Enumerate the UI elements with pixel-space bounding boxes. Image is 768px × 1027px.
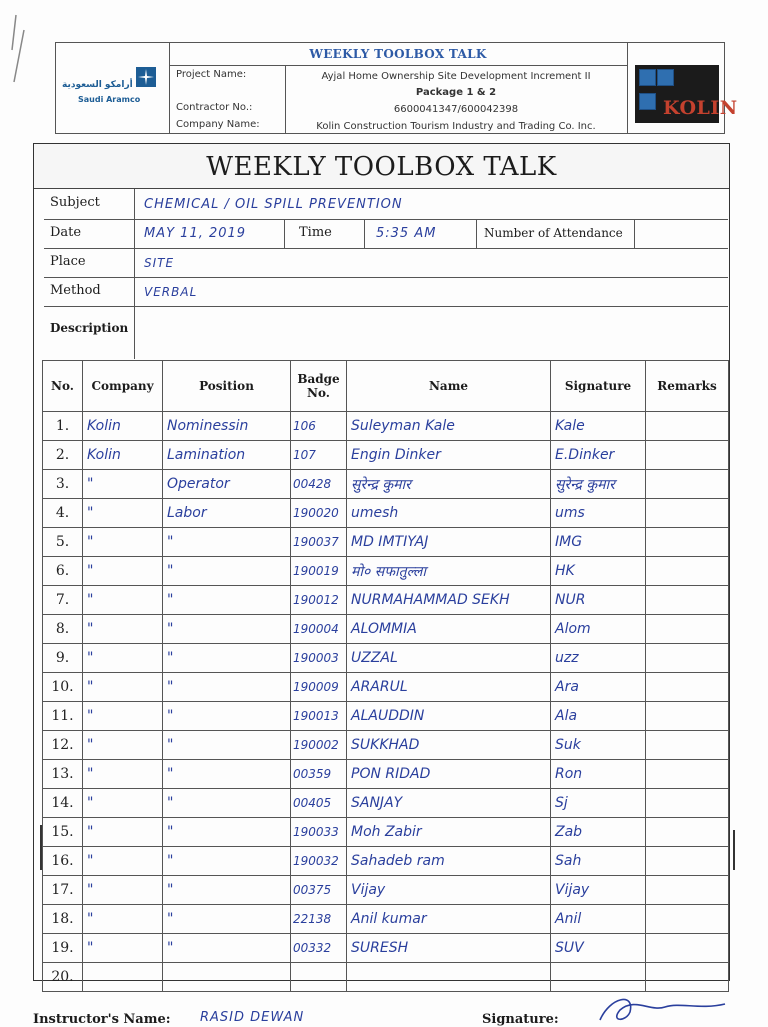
table-row	[43, 615, 729, 644]
cell-badge-no[interactable]: 190009	[291, 673, 347, 702]
table-row	[43, 586, 729, 615]
cell-name[interactable]: NURMAHAMMAD SEKH	[347, 586, 551, 615]
column-header-position: Position	[163, 361, 291, 412]
scan-mark	[10, 10, 50, 85]
cell-no: 6.	[43, 557, 83, 586]
cell-remarks[interactable]	[646, 586, 729, 615]
aramco-star-icon	[134, 65, 158, 89]
column-header-remarks: Remarks	[646, 361, 729, 412]
cell-signature[interactable]: E.Dinker	[551, 441, 646, 470]
cell-signature[interactable]: Ron	[551, 760, 646, 789]
instructor-signature-image	[590, 992, 730, 1024]
margin-mark	[40, 825, 42, 870]
place-row	[44, 249, 728, 278]
table-row	[43, 905, 729, 934]
cell-no: 15.	[43, 818, 83, 847]
cell-name[interactable]	[347, 963, 551, 992]
cell-company[interactable]: "	[83, 586, 163, 615]
form-title: WEEKLY TOOLBOX TALK	[34, 144, 729, 189]
cell-name[interactable]: SANJAY	[347, 789, 551, 818]
project-name-value: Ayjal Home Ownership Site Development Increment II	[321, 71, 591, 82]
cell-remarks[interactable]	[646, 876, 729, 905]
cell-name[interactable]: UZZAL	[347, 644, 551, 673]
cell-no: 9.	[43, 644, 83, 673]
cell-name[interactable]: Vijay	[347, 876, 551, 905]
project-name-label: Project Name:	[176, 69, 247, 80]
cell-company[interactable]: "	[83, 934, 163, 963]
cell-company[interactable]: "	[83, 615, 163, 644]
cell-signature[interactable]: Ara	[551, 673, 646, 702]
table-row	[43, 789, 729, 818]
cell-company[interactable]: "	[83, 557, 163, 586]
attendance-label: Number of Attendance	[484, 226, 623, 240]
toolbox-talk-form	[33, 143, 730, 985]
cell-remarks[interactable]	[646, 818, 729, 847]
cell-remarks[interactable]	[646, 963, 729, 992]
time-label: Time	[299, 225, 332, 240]
aramco-logo	[56, 43, 170, 133]
cell-badge-no[interactable]: 00332	[291, 934, 347, 963]
cell-position[interactable]: "	[163, 615, 291, 644]
column-header-no: No.	[43, 361, 83, 412]
cell-position[interactable]: "	[163, 557, 291, 586]
table-row	[43, 412, 729, 441]
cell-no: 12.	[43, 731, 83, 760]
cell-name[interactable]: umesh	[347, 499, 551, 528]
cell-badge-no[interactable]: 22138	[291, 905, 347, 934]
table-row	[43, 557, 729, 586]
cell-position[interactable]	[163, 963, 291, 992]
cell-badge-no[interactable]: 190033	[291, 818, 347, 847]
cell-remarks[interactable]	[646, 905, 729, 934]
cell-position[interactable]: "	[163, 934, 291, 963]
cell-name[interactable]: ALOMMIA	[347, 615, 551, 644]
subject-label: Subject	[50, 195, 100, 210]
kolin-logo	[627, 43, 738, 133]
cell-company[interactable]: "	[83, 818, 163, 847]
cell-signature[interactable]: Suk	[551, 731, 646, 760]
cell-name[interactable]: सुरेन्द्र कुमार	[347, 470, 551, 499]
date-row	[44, 220, 728, 249]
cell-company[interactable]: "	[83, 470, 163, 499]
cell-remarks[interactable]	[646, 847, 729, 876]
aramco-english-text: Saudi Aramco	[78, 95, 141, 104]
document-header	[55, 42, 738, 134]
cell-badge-no[interactable]: 190003	[291, 644, 347, 673]
cell-company[interactable]: "	[83, 876, 163, 905]
cell-position[interactable]: Lamination	[163, 441, 291, 470]
aramco-arabic-text: أرامكو السعودية	[62, 80, 133, 90]
attendance-table	[42, 360, 729, 992]
cell-position[interactable]: Operator	[163, 470, 291, 499]
cell-no: 11.	[43, 702, 83, 731]
cell-no: 19.	[43, 934, 83, 963]
cell-no: 4.	[43, 499, 83, 528]
description-row	[44, 307, 728, 359]
cell-signature[interactable]: SUV	[551, 934, 646, 963]
cell-badge-no[interactable]: 190032	[291, 847, 347, 876]
cell-company[interactable]: "	[83, 789, 163, 818]
table-header-row	[43, 361, 729, 412]
cell-company[interactable]: "	[83, 702, 163, 731]
cell-name[interactable]: PON RIDAD	[347, 760, 551, 789]
instructor-name-label: Instructor's Name:	[33, 1012, 171, 1027]
cell-company[interactable]: "	[83, 673, 163, 702]
cell-company[interactable]: "	[83, 905, 163, 934]
cell-position[interactable]: "	[163, 905, 291, 934]
cell-name[interactable]: मो० सफातुल्ला	[347, 557, 551, 586]
cell-position[interactable]: "	[163, 731, 291, 760]
cell-position[interactable]: "	[163, 760, 291, 789]
cell-remarks[interactable]	[646, 702, 729, 731]
contractor-label: Contractor No.:	[176, 102, 253, 113]
cell-name[interactable]: SURESH	[347, 934, 551, 963]
cell-remarks[interactable]	[646, 557, 729, 586]
cell-company[interactable]: "	[83, 644, 163, 673]
cell-remarks[interactable]	[646, 673, 729, 702]
cell-badge-no[interactable]	[291, 963, 347, 992]
cell-remarks[interactable]	[646, 615, 729, 644]
cell-badge-no[interactable]: 107	[291, 441, 347, 470]
cell-position[interactable]: "	[163, 847, 291, 876]
cell-company[interactable]: "	[83, 760, 163, 789]
cell-badge-no[interactable]: 190002	[291, 731, 347, 760]
cell-badge-no[interactable]: 190020	[291, 499, 347, 528]
cell-name[interactable]: Suleyman Kale	[347, 412, 551, 441]
column-header-badge-no: Badge No.	[291, 361, 347, 412]
cell-no: 13.	[43, 760, 83, 789]
cell-position[interactable]: "	[163, 528, 291, 557]
cell-no: 8.	[43, 615, 83, 644]
table-row	[43, 760, 729, 789]
cell-badge-no[interactable]: 190013	[291, 702, 347, 731]
cell-signature[interactable]: Alom	[551, 615, 646, 644]
cell-name[interactable]: ARARUL	[347, 673, 551, 702]
cell-company[interactable]: Kolin	[83, 441, 163, 470]
table-row	[43, 963, 729, 992]
cell-position[interactable]: "	[163, 673, 291, 702]
cell-signature[interactable]: Ala	[551, 702, 646, 731]
cell-name[interactable]: MD IMTIYAJ	[347, 528, 551, 557]
cell-no: 3.	[43, 470, 83, 499]
method-row	[44, 278, 728, 307]
table-row	[43, 818, 729, 847]
cell-remarks[interactable]	[646, 789, 729, 818]
cell-no: 7.	[43, 586, 83, 615]
project-info	[169, 43, 628, 133]
instructor-signature-label: Signature:	[482, 1012, 559, 1027]
cell-badge-no[interactable]: 106	[291, 412, 347, 441]
cell-name[interactable]: SUKKHAD	[347, 731, 551, 760]
cell-company[interactable]: "	[83, 731, 163, 760]
cell-badge-no[interactable]: 190019	[291, 557, 347, 586]
table-row	[43, 499, 729, 528]
instructor-name-value[interactable]: RASID DEWAN	[200, 1010, 305, 1025]
cell-badge-no[interactable]: 190012	[291, 586, 347, 615]
cell-position[interactable]: "	[163, 876, 291, 905]
cell-badge-no[interactable]: 00405	[291, 789, 347, 818]
table-row	[43, 876, 729, 905]
cell-badge-no[interactable]: 00375	[291, 876, 347, 905]
cell-remarks[interactable]	[646, 528, 729, 557]
table-row	[43, 470, 729, 499]
cell-signature[interactable]	[551, 963, 646, 992]
cell-no: 14.	[43, 789, 83, 818]
date-value[interactable]: MAY 11, 2019	[144, 226, 247, 241]
header-title: WEEKLY TOOLBOX TALK	[169, 43, 627, 66]
cell-signature[interactable]: Sj	[551, 789, 646, 818]
cell-name[interactable]: ALAUDDIN	[347, 702, 551, 731]
subject-value[interactable]: CHEMICAL / OIL SPILL PREVENTION	[144, 197, 403, 212]
contractor-value: 6600041347/600042398	[393, 104, 519, 115]
column-header-signature: Signature	[551, 361, 646, 412]
column-header-company: Company	[83, 361, 163, 412]
cell-signature[interactable]: uzz	[551, 644, 646, 673]
cell-remarks[interactable]	[646, 470, 729, 499]
company-name-value: Kolin Construction Tourism Industry and Trading Co. Inc.	[316, 121, 596, 132]
table-row	[43, 644, 729, 673]
cell-position[interactable]: "	[163, 789, 291, 818]
kolin-logo-text: KOLIN	[663, 97, 738, 119]
margin-mark	[733, 830, 735, 870]
method-value[interactable]: VERBAL	[144, 285, 198, 299]
cell-no: 20.	[43, 963, 83, 992]
cell-company[interactable]: "	[83, 528, 163, 557]
cell-company[interactable]	[83, 963, 163, 992]
cell-signature[interactable]: Anil	[551, 905, 646, 934]
cell-position[interactable]: "	[163, 702, 291, 731]
cell-remarks[interactable]	[646, 412, 729, 441]
table-row	[43, 702, 729, 731]
cell-position[interactable]: Nominessin	[163, 412, 291, 441]
description-label: Description	[50, 321, 129, 335]
cell-no: 2.	[43, 441, 83, 470]
cell-position[interactable]: "	[163, 818, 291, 847]
cell-remarks[interactable]	[646, 731, 729, 760]
cell-badge-no[interactable]: 00359	[291, 760, 347, 789]
cell-no: 10.	[43, 673, 83, 702]
table-row	[43, 847, 729, 876]
cell-signature[interactable]: Vijay	[551, 876, 646, 905]
cell-position[interactable]: "	[163, 644, 291, 673]
method-label: Method	[50, 283, 101, 298]
cell-signature[interactable]: IMG	[551, 528, 646, 557]
cell-signature[interactable]: HK	[551, 557, 646, 586]
cell-no: 16.	[43, 847, 83, 876]
cell-remarks[interactable]	[646, 934, 729, 963]
cell-no: 18.	[43, 905, 83, 934]
table-row	[43, 528, 729, 557]
table-row	[43, 441, 729, 470]
time-value[interactable]: 5:35 AM	[376, 226, 437, 241]
project-package-value: Package 1 & 2	[415, 87, 497, 98]
company-name-label: Company Name:	[176, 119, 260, 130]
table-row	[43, 731, 729, 760]
cell-company[interactable]: "	[83, 847, 163, 876]
subject-row	[44, 189, 728, 220]
cell-signature[interactable]: NUR	[551, 586, 646, 615]
place-value[interactable]: SITE	[144, 256, 175, 270]
cell-remarks[interactable]	[646, 644, 729, 673]
cell-badge-no[interactable]: 190004	[291, 615, 347, 644]
cell-position[interactable]: Labor	[163, 499, 291, 528]
cell-name[interactable]: Anil kumar	[347, 905, 551, 934]
cell-remarks[interactable]	[646, 441, 729, 470]
cell-signature[interactable]: Zab	[551, 818, 646, 847]
cell-company[interactable]: Kolin	[83, 412, 163, 441]
cell-signature[interactable]: Sah	[551, 847, 646, 876]
cell-remarks[interactable]	[646, 499, 729, 528]
cell-company[interactable]: "	[83, 499, 163, 528]
cell-signature[interactable]: ums	[551, 499, 646, 528]
column-header-name: Name	[347, 361, 551, 412]
cell-no: 17.	[43, 876, 83, 905]
cell-position[interactable]: "	[163, 586, 291, 615]
table-row	[43, 934, 729, 963]
cell-badge-no[interactable]: 190037	[291, 528, 347, 557]
cell-no: 1.	[43, 412, 83, 441]
cell-badge-no[interactable]: 00428	[291, 470, 347, 499]
cell-remarks[interactable]	[646, 760, 729, 789]
place-label: Place	[50, 254, 86, 269]
date-label: Date	[50, 225, 82, 240]
cell-name[interactable]: Sahadeb ram	[347, 847, 551, 876]
cell-name[interactable]: Moh Zabir	[347, 818, 551, 847]
cell-signature[interactable]: Kale	[551, 412, 646, 441]
cell-signature[interactable]: सुरेन्द्र कुमार	[551, 470, 646, 499]
cell-name[interactable]: Engin Dinker	[347, 441, 551, 470]
cell-no: 5.	[43, 528, 83, 557]
table-row	[43, 673, 729, 702]
